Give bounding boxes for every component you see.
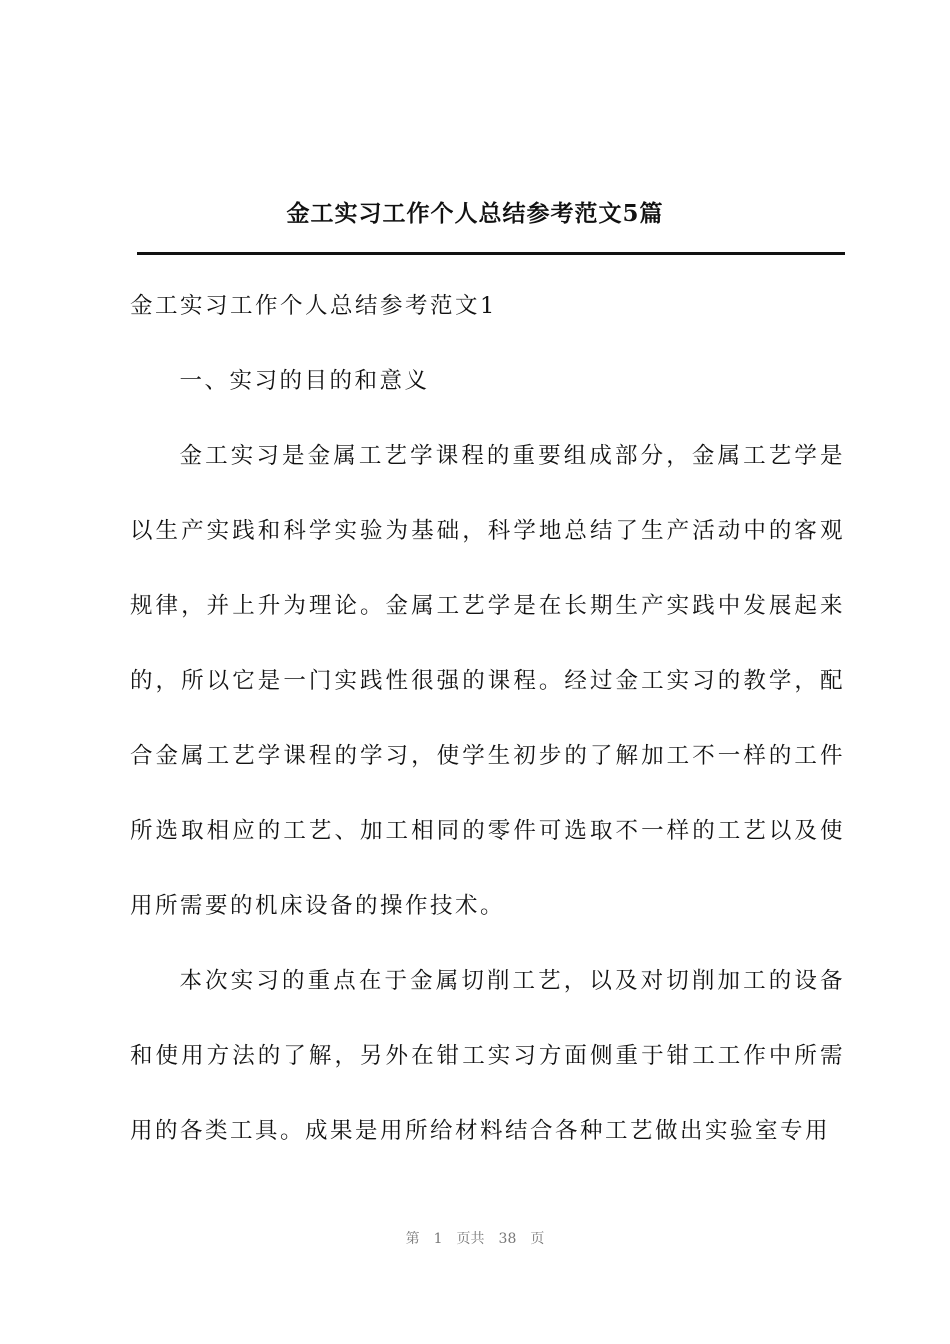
document-title: 金工实习工作个人总结参考范文5篇 [286,200,664,227]
paragraph: 本次实习的重点在于金属切削工艺，以及对切削加工的设备和使用方法的了解，另外在钳工实习方面侧重于钳工工作中所需用的各类工具。成果是用所给材料结合各种工艺做出实验室专用 [130,968,845,1144]
footer-prefix: 第 [405,1231,420,1247]
footer-suffix: 页 [530,1231,545,1247]
document-body [130,269,845,1169]
footer-middle: 页共 [456,1231,485,1247]
title-divider [137,252,845,255]
footer-total-pages: 38 [498,1231,517,1247]
section-heading: 金工实习工作个人总结参考范文1 [130,293,497,319]
paragraph: 金工实习是金属工艺学课程的重要组成部分，金属工艺学是以生产实践和科学实验为基础，科学地总结了生产活动中的客观规律，并上升为理论。金属工艺学是在长期生产实践中发展起来的，所以它是一门实践性很强的课程。经过金工实习的教学，配合金属工艺学课程的学习，使学生初步的了解加工不一样的工件所选取相应的工艺、加工相同的零件可选取不一样的工艺以及使用所需要的机床设备的操作技术。 [130,443,845,919]
page-footer [0,1229,950,1249]
footer-current-page: 1 [433,1231,443,1247]
subheading: 一、实习的目的和意义 [179,368,430,394]
